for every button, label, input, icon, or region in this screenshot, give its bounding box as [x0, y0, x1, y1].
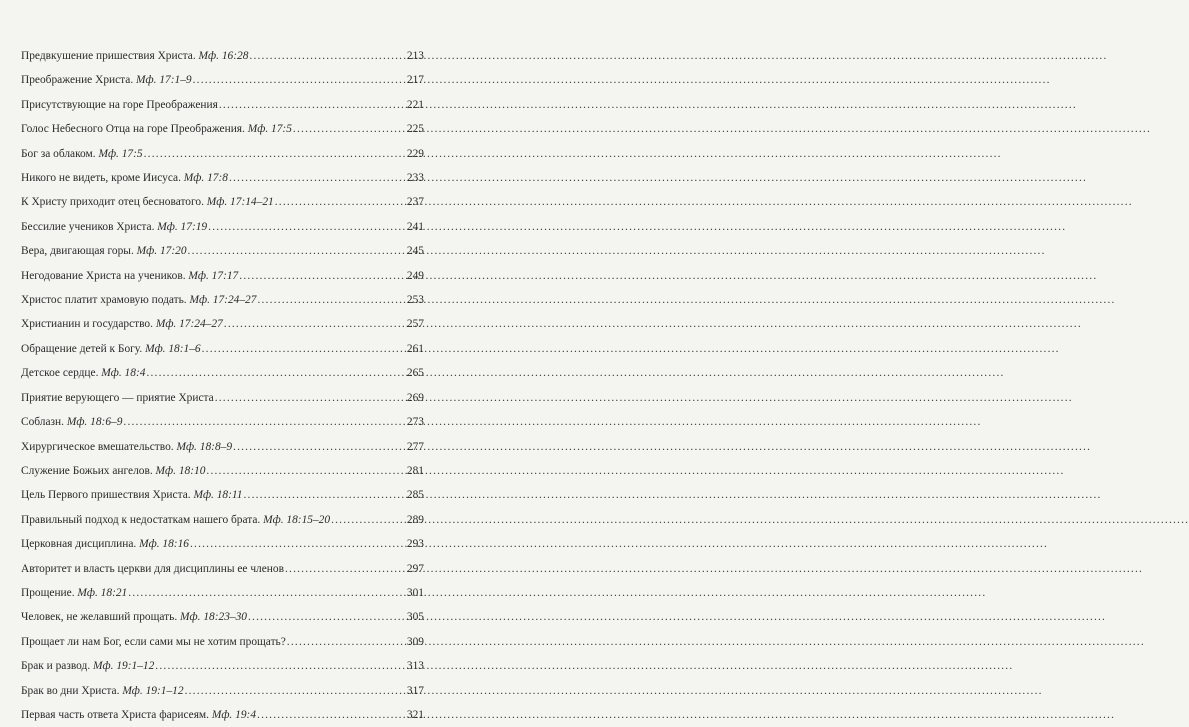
toc-entry-title	[21, 117, 292, 141]
toc-entry-title	[21, 44, 248, 68]
toc-entry-page-number: 277	[406, 440, 424, 453]
toc-entry-reference: Мф. 19:4	[211, 708, 257, 721]
toc-entry-page-number: 241	[406, 220, 424, 233]
toc-entry	[21, 386, 424, 410]
toc-entry-title	[21, 435, 232, 459]
toc-entry-title-text: Человек, не желавший прощать.	[21, 611, 178, 624]
toc-entry-reference: Мф. 17:19	[157, 220, 208, 233]
toc-entry-page-number: 225	[406, 123, 424, 136]
dot-leader	[249, 44, 406, 68]
toc-entry	[21, 557, 424, 581]
toc-entry-title-text: Прощает ли нам Бог, если сами мы не хотим прощать?	[21, 635, 286, 648]
toc-entry-title-text: Брак и развод.	[21, 660, 91, 673]
toc-entry-title-text: Служение Божьих ангелов.	[21, 464, 153, 477]
toc-entry-title	[21, 459, 205, 483]
toc-entry-page-number: 257	[406, 318, 424, 331]
dot-leader	[188, 239, 406, 263]
toc-entry-page-number: 285	[406, 489, 424, 502]
toc-entry-reference: Мф. 18:6–9	[66, 416, 123, 429]
toc-entry-title-text: Никого не видеть, кроме Иисуса.	[21, 172, 181, 185]
toc-entry-page-number: 217	[406, 74, 424, 87]
dot-leader	[208, 215, 406, 239]
toc-entry-page-number: 229	[406, 147, 424, 160]
table-of-contents	[21, 44, 424, 727]
toc-entry-page-number: 265	[406, 367, 424, 380]
toc-entry	[21, 581, 424, 605]
toc-entry-reference: Мф. 16:28	[198, 50, 249, 62]
dot-leader	[146, 361, 405, 385]
dot-leader	[233, 435, 406, 459]
toc-entry	[21, 654, 424, 678]
toc-entry-title-text: К Христу приходит отец бесноватого.	[21, 196, 204, 209]
toc-entry-title	[21, 68, 192, 92]
toc-entry-reference: Мф. 18:4	[101, 367, 146, 380]
toc-entry-page-number: 261	[406, 342, 424, 355]
toc-entry-title	[21, 215, 207, 239]
toc-entry-title-text: Брак во дни Христа.	[21, 684, 120, 697]
toc-entry-title-text: Преображение Христа.	[21, 74, 134, 87]
toc-entry	[21, 679, 424, 703]
toc-entry-title	[21, 654, 154, 678]
toc-entry-reference: Мф. 18:21	[77, 586, 128, 599]
toc-entry-reference: Мф. 18:1–6	[145, 342, 201, 355]
toc-entry-title-text: Голос Небесного Отца на горе Преображения.	[21, 123, 245, 136]
toc-entry-title-text: Цель Первого пришествия Христа.	[21, 489, 191, 502]
toc-entry-title	[21, 679, 184, 703]
dot-leader	[331, 508, 406, 532]
toc-entry-page-number: 313	[406, 660, 424, 673]
dot-leader	[239, 264, 406, 288]
toc-entry-page-number: 305	[406, 611, 424, 624]
toc-entry-page-number: 293	[406, 538, 424, 551]
toc-entry	[21, 68, 424, 92]
toc-entry	[21, 532, 424, 556]
toc-entry-reference: Мф. 18:11	[193, 489, 243, 502]
toc-entry-title-text: Приятие верующего — приятие Христа	[21, 391, 214, 404]
dot-leader	[287, 630, 406, 654]
toc-entry-title	[21, 581, 127, 605]
toc-entry	[21, 435, 424, 459]
toc-entry-title	[21, 508, 330, 532]
toc-entry-reference: Мф. 18:15–20	[263, 513, 331, 526]
toc-entry-title-text: Христианин и государство.	[21, 318, 153, 331]
toc-entry-page-number: 289	[406, 513, 424, 526]
dot-leader	[275, 190, 406, 214]
dot-leader	[224, 312, 406, 336]
toc-entry-title	[21, 361, 145, 385]
dot-leader	[248, 605, 406, 629]
toc-entry-reference: Мф. 17:5	[247, 123, 292, 136]
toc-entry	[21, 483, 424, 507]
toc-entry	[21, 264, 424, 288]
toc-entry-reference: Мф. 17:17	[188, 269, 239, 282]
toc-entry-page-number: 273	[406, 416, 424, 429]
dot-leader	[185, 679, 406, 703]
toc-entry-title-text: Негодование Христа на учеников.	[21, 269, 186, 282]
toc-entry	[21, 93, 424, 117]
toc-entry-title-text: Правильный подход к недостаткам нашего брата.	[21, 513, 261, 526]
toc-entry-page-number: 309	[406, 635, 424, 648]
toc-entry-page-number: 269	[406, 391, 424, 404]
dot-leader	[243, 483, 405, 507]
dot-leader	[123, 410, 406, 434]
toc-entry-reference: Мф. 17:8	[183, 172, 228, 185]
toc-entry-reference: Мф. 17:1–9	[136, 74, 192, 87]
toc-entry-title-text: Обращение детей к Богу.	[21, 342, 143, 355]
toc-entry-reference: Мф. 17:5	[98, 147, 143, 160]
toc-entry-title	[21, 557, 284, 581]
toc-entry-title	[21, 93, 218, 117]
toc-entry-title-text: Соблазн.	[21, 416, 64, 429]
toc-entry-title	[21, 483, 242, 507]
toc-entry-title	[21, 337, 201, 361]
toc-entry	[21, 288, 424, 312]
dot-leader	[202, 337, 406, 361]
toc-entry-page-number: 281	[406, 464, 424, 477]
toc-entry-title	[21, 605, 247, 629]
toc-entry-reference: Мф. 18:10	[155, 464, 206, 477]
toc-entry-title	[21, 166, 228, 190]
toc-entry-reference: Мф. 19:1–12	[93, 660, 155, 673]
toc-entry-page-number: 237	[406, 196, 424, 209]
toc-entry	[21, 312, 424, 336]
toc-entry-title-text: Хирургическое вмешательство.	[21, 440, 174, 453]
toc-entry-title	[21, 288, 256, 312]
toc-entry-page-number: 321	[406, 708, 424, 721]
toc-entry	[21, 142, 424, 166]
dot-leader	[285, 557, 406, 581]
toc-entry-title-text: Христос платит храмовую подать.	[21, 294, 187, 307]
toc-entry-title-text: Присутствующие на горе Преображения	[21, 98, 218, 111]
toc-entry-page-number: 221	[406, 98, 424, 111]
toc-entry-title-text: Прощение.	[21, 586, 75, 599]
dot-leader	[229, 166, 406, 190]
toc-entry	[21, 630, 424, 654]
toc-entry	[21, 117, 424, 141]
toc-entry-title	[21, 264, 238, 288]
toc-entry	[21, 508, 424, 532]
dot-leader	[193, 68, 406, 92]
toc-entry	[21, 337, 424, 361]
toc-entry-title-text: Авторитет и власть церкви для дисциплины ее членов	[21, 562, 284, 575]
toc-entry-reference: Мф. 18:23–30	[180, 611, 247, 624]
toc-entry-reference: Мф. 18:8–9	[176, 440, 233, 453]
toc-entry	[21, 166, 424, 190]
toc-entry-page-number: 233	[406, 172, 424, 185]
toc-entry-page-number: 249	[406, 269, 424, 282]
toc-entry	[21, 215, 424, 239]
toc-entry-reference: Мф. 17:24–27	[189, 294, 257, 307]
toc-entry-reference: Мф. 17:14–21	[206, 196, 274, 209]
toc-entry-reference: Мф. 19:1–12	[122, 684, 184, 697]
toc-entry	[21, 703, 424, 727]
toc-entry-title	[21, 386, 214, 410]
toc-entry-page-number: 245	[406, 245, 424, 258]
toc-entry-title	[21, 190, 274, 214]
toc-entry-title	[21, 703, 256, 727]
toc-entry-title-text: Первая часть ответа Христа фарисеям.	[21, 708, 209, 721]
toc-entry-title	[21, 312, 223, 336]
toc-entry-page-number: 253	[406, 294, 424, 307]
toc-entry-title	[21, 630, 286, 654]
dot-leader	[293, 117, 406, 141]
dot-leader	[215, 386, 406, 410]
book-page	[0, 0, 450, 721]
toc-entry-title	[21, 239, 187, 263]
toc-entry	[21, 190, 424, 214]
toc-entry-title-text: Бессилие учеников Христа.	[21, 220, 155, 233]
toc-entry	[21, 459, 424, 483]
toc-entry	[21, 239, 424, 263]
dot-leader	[257, 288, 405, 312]
toc-entry-page-number: 297	[406, 562, 424, 575]
toc-entry	[21, 361, 424, 385]
toc-entry-title	[21, 532, 189, 556]
toc-entry-title-text: Церковная дисциплина.	[21, 538, 137, 551]
dot-leader	[155, 654, 406, 678]
toc-entry-title	[21, 142, 143, 166]
toc-entry	[21, 410, 424, 434]
toc-entry	[21, 44, 424, 68]
toc-entry-page-number: 213	[406, 50, 424, 62]
toc-entry-title-text: Бог за облаком.	[21, 147, 96, 160]
toc-entry-title-text: Вера, двигающая горы.	[21, 245, 134, 258]
dot-leader	[128, 581, 406, 605]
toc-entry-title	[21, 410, 122, 434]
dot-leader	[190, 532, 406, 556]
dot-leader	[219, 93, 406, 117]
toc-entry-page-number: 301	[406, 586, 424, 599]
toc-entry-reference: Мф. 18:16	[139, 538, 189, 551]
toc-entry-page-number: 317	[406, 684, 424, 697]
dot-leader	[144, 142, 406, 166]
toc-entry-title-text: Предвкушение пришествия Христа.	[21, 50, 196, 62]
dot-leader	[257, 703, 406, 727]
toc-entry-reference: Мф. 17:24–27	[155, 318, 223, 331]
toc-entry-reference: Мф. 17:20	[136, 245, 187, 258]
toc-entry-title-text: Детское сердце.	[21, 367, 99, 380]
dot-leader	[206, 459, 406, 483]
toc-entry	[21, 605, 424, 629]
